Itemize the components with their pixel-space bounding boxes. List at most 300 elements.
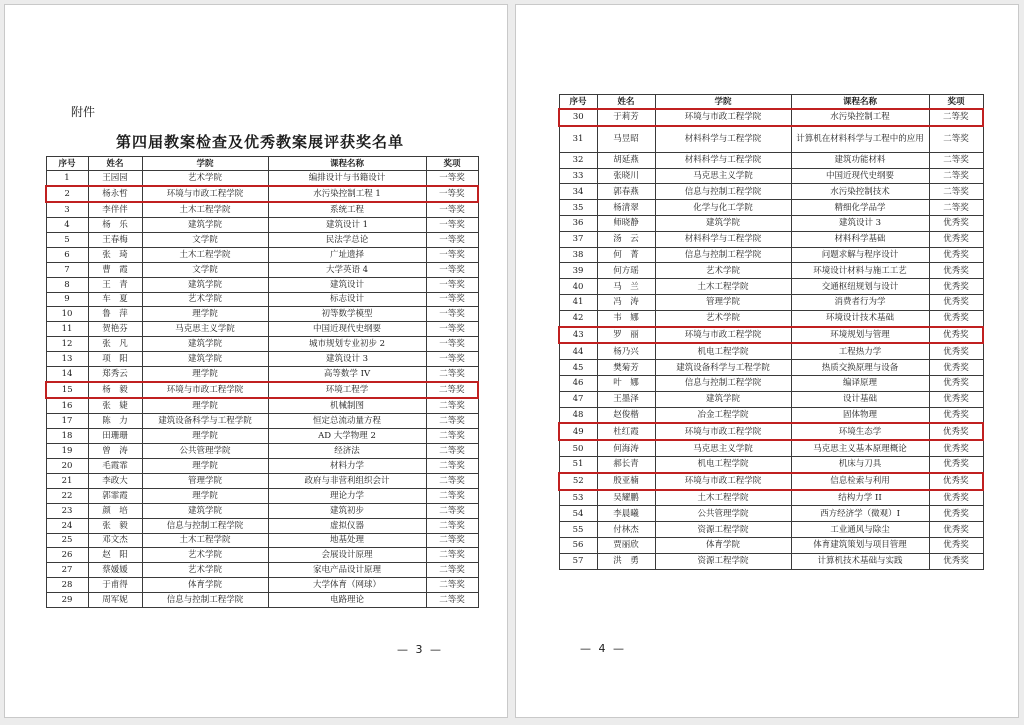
cell-college: 信息与控制工程学院 (142, 593, 268, 608)
cell-course: 高等数学 IV (268, 367, 426, 382)
cell-college: 艺术学院 (142, 548, 268, 563)
table-row (559, 490, 983, 506)
cell-no: 57 (559, 553, 597, 569)
cell-course: 中国近现代史纲要 (268, 322, 426, 337)
table-row (559, 423, 983, 440)
cell-award: 二等奖 (929, 109, 983, 126)
cell-no: 46 (559, 375, 597, 391)
cell-name: 田珊珊 (88, 428, 142, 443)
cell-name: 贾丽欣 (597, 537, 655, 553)
table-row (46, 202, 478, 217)
cell-no: 53 (559, 490, 597, 506)
header-no: 序号 (559, 95, 597, 110)
cell-college: 土木工程学院 (655, 279, 791, 295)
cell-college: 资源工程学院 (655, 553, 791, 569)
table-row (559, 343, 983, 359)
cell-name: 殷亚楠 (597, 473, 655, 490)
cell-college: 土木工程学院 (655, 490, 791, 506)
cell-no: 33 (559, 168, 597, 184)
cell-award: 二等奖 (426, 488, 478, 503)
cell-no: 55 (559, 522, 597, 538)
table-row (559, 215, 983, 231)
cell-college: 艺术学院 (142, 292, 268, 307)
table-row (46, 533, 478, 548)
cell-name: 李晨曦 (597, 506, 655, 522)
cell-name: 张 琦 (88, 247, 142, 262)
table-body (559, 109, 983, 569)
cell-college: 马克思主义学院 (142, 322, 268, 337)
cell-no: 8 (46, 277, 88, 292)
cell-course: 大学英语 4 (268, 262, 426, 277)
table-row (559, 152, 983, 168)
cell-name: 杨清翠 (597, 200, 655, 216)
cell-course: 水污染控制技术 (791, 184, 929, 200)
table-row (46, 292, 478, 307)
cell-award: 优秀奖 (929, 310, 983, 326)
cell-college: 理学院 (142, 488, 268, 503)
cell-course: 初等数学模型 (268, 307, 426, 322)
cell-name: 张 凡 (88, 337, 142, 352)
cell-course: 建筑设计 1 (268, 217, 426, 232)
cell-name: 王墨泽 (597, 391, 655, 407)
cell-no: 26 (46, 548, 88, 563)
cell-college: 机电工程学院 (655, 343, 791, 359)
cell-no: 17 (46, 414, 88, 429)
cell-name: 郑秀云 (88, 367, 142, 382)
cell-name: 马 兰 (597, 279, 655, 295)
table-row (559, 327, 983, 344)
cell-no: 41 (559, 294, 597, 310)
cell-course: 信息检索与利用 (791, 473, 929, 490)
table-row (559, 168, 983, 184)
table-row (46, 458, 478, 473)
cell-no: 50 (559, 440, 597, 456)
cell-award: 二等奖 (426, 518, 478, 533)
cell-award: 一等奖 (426, 232, 478, 247)
awards-table-page-4 (558, 94, 984, 570)
cell-award: 二等奖 (426, 473, 478, 488)
cell-college: 信息与控制工程学院 (655, 247, 791, 263)
cell-course: 设计基础 (791, 391, 929, 407)
table-row (559, 473, 983, 490)
cell-award: 一等奖 (426, 307, 478, 322)
cell-course: 结构力学 II (791, 490, 929, 506)
cell-name: 赵 阳 (88, 548, 142, 563)
cell-award: 优秀奖 (929, 360, 983, 376)
cell-name: 鲁 萍 (88, 307, 142, 322)
cell-college: 环境与市政工程学院 (655, 423, 791, 440)
cell-name: 张 婕 (88, 398, 142, 413)
table-row (46, 488, 478, 503)
cell-name: 杨 乐 (88, 217, 142, 232)
cell-name: 于莉芳 (597, 109, 655, 126)
table-header-row (46, 157, 478, 171)
cell-no: 54 (559, 506, 597, 522)
cell-course: 环境生态学 (791, 423, 929, 440)
cell-course: 会展设计原理 (268, 548, 426, 563)
cell-no: 34 (559, 184, 597, 200)
table-row (46, 337, 478, 352)
cell-award: 优秀奖 (929, 279, 983, 295)
cell-course: 标志设计 (268, 292, 426, 307)
cell-course: 电路理论 (268, 593, 426, 608)
cell-no: 15 (46, 382, 88, 398)
cell-no: 52 (559, 473, 597, 490)
cell-college: 信息与控制工程学院 (142, 518, 268, 533)
table-row (559, 537, 983, 553)
cell-course: 交通枢纽规划与设计 (791, 279, 929, 295)
cell-course: 工业通风与除尘 (791, 522, 929, 538)
cell-course: 地基处理 (268, 533, 426, 548)
cell-course: 理论力学 (268, 488, 426, 503)
table-row (559, 279, 983, 295)
cell-course: 编译原理 (791, 375, 929, 391)
table-row (559, 263, 983, 279)
table-row (46, 277, 478, 292)
cell-no: 13 (46, 352, 88, 367)
cell-name: 陈 力 (88, 414, 142, 429)
cell-no: 21 (46, 473, 88, 488)
cell-college: 建筑学院 (142, 352, 268, 367)
cell-award: 优秀奖 (929, 473, 983, 490)
cell-award: 优秀奖 (929, 440, 983, 456)
cell-award: 二等奖 (426, 503, 478, 518)
cell-award: 二等奖 (929, 152, 983, 168)
cell-name: 罗 丽 (597, 327, 655, 344)
cell-no: 32 (559, 152, 597, 168)
cell-college: 理学院 (142, 428, 268, 443)
table-row (559, 231, 983, 247)
cell-no: 12 (46, 337, 88, 352)
cell-award: 二等奖 (929, 126, 983, 153)
cell-course: 民法学总论 (268, 232, 426, 247)
cell-college: 材料科学与工程学院 (655, 231, 791, 247)
cell-no: 29 (46, 593, 88, 608)
cell-course: 经济法 (268, 443, 426, 458)
cell-college: 环境与市政工程学院 (655, 473, 791, 490)
table-body (46, 171, 478, 608)
cell-name: 贺艳芬 (88, 322, 142, 337)
cell-no: 47 (559, 391, 597, 407)
cell-course: 城市规划专业初步 2 (268, 337, 426, 352)
cell-course: 环境设计技术基础 (791, 310, 929, 326)
table-row (559, 506, 983, 522)
cell-course: 广址遗择 (268, 247, 426, 262)
cell-course: 热质交换原理与设备 (791, 360, 929, 376)
cell-college: 理学院 (142, 367, 268, 382)
cell-college: 文学院 (142, 232, 268, 247)
cell-college: 建筑学院 (142, 337, 268, 352)
header-course: 课程名称 (268, 157, 426, 171)
cell-award: 一等奖 (426, 262, 478, 277)
table-header-row (559, 95, 983, 110)
cell-course: 建筑功能材料 (791, 152, 929, 168)
cell-award: 一等奖 (426, 217, 478, 232)
cell-no: 16 (46, 398, 88, 413)
header-college: 学院 (655, 95, 791, 110)
cell-college: 马克思主义学院 (655, 440, 791, 456)
cell-no: 30 (559, 109, 597, 126)
cell-award: 优秀奖 (929, 247, 983, 263)
cell-no: 48 (559, 407, 597, 423)
cell-no: 24 (46, 518, 88, 533)
cell-college: 环境与市政工程学院 (655, 327, 791, 344)
cell-award: 二等奖 (426, 414, 478, 429)
header-name: 姓名 (88, 157, 142, 171)
cell-no: 39 (559, 263, 597, 279)
cell-course: 中国近现代史纲要 (791, 168, 929, 184)
cell-name: 周军妮 (88, 593, 142, 608)
cell-course: 环境规划与管理 (791, 327, 929, 344)
table-row (46, 548, 478, 563)
cell-award: 优秀奖 (929, 407, 983, 423)
cell-college: 信息与控制工程学院 (655, 375, 791, 391)
cell-no: 19 (46, 443, 88, 458)
cell-name: 杜红霞 (597, 423, 655, 440)
cell-course: 建筑设计 3 (268, 352, 426, 367)
table-row (559, 407, 983, 423)
cell-course: 大学体育（网球） (268, 578, 426, 593)
table-row (46, 382, 478, 398)
cell-name: 杨乃兴 (597, 343, 655, 359)
cell-name: 于甫得 (88, 578, 142, 593)
cell-no: 3 (46, 202, 88, 217)
cell-college: 体育学院 (655, 537, 791, 553)
cell-no: 6 (46, 247, 88, 262)
cell-no: 14 (46, 367, 88, 382)
cell-name: 曾 涛 (88, 443, 142, 458)
cell-college: 马克思主义学院 (655, 168, 791, 184)
cell-college: 土木工程学院 (142, 247, 268, 262)
cell-award: 一等奖 (426, 337, 478, 352)
table-row (46, 352, 478, 367)
cell-name: 颜 培 (88, 503, 142, 518)
table-row (559, 391, 983, 407)
cell-name: 王春梅 (88, 232, 142, 247)
attachment-label: 附件 (71, 105, 96, 119)
cell-course: 系统工程 (268, 202, 426, 217)
cell-college: 艺术学院 (655, 263, 791, 279)
cell-award: 优秀奖 (929, 391, 983, 407)
cell-award: 二等奖 (929, 184, 983, 200)
table-row (559, 109, 983, 126)
cell-award: 一等奖 (426, 277, 478, 292)
cell-name: 张 毅 (88, 518, 142, 533)
page-number: — 3 — (397, 643, 443, 656)
cell-no: 1 (46, 171, 88, 186)
cell-award: 一等奖 (426, 186, 478, 202)
cell-college: 环境与市政工程学院 (142, 186, 268, 202)
table-row (46, 443, 478, 458)
document-page-4 (515, 4, 1019, 718)
cell-no: 2 (46, 186, 88, 202)
cell-no: 38 (559, 247, 597, 263)
cell-no: 28 (46, 578, 88, 593)
cell-course: 材料科学基础 (791, 231, 929, 247)
cell-award: 二等奖 (426, 533, 478, 548)
cell-name: 马昱昭 (597, 126, 655, 153)
cell-college: 环境与市政工程学院 (655, 109, 791, 126)
table-row (559, 200, 983, 216)
cell-course: 虚拟仪器 (268, 518, 426, 533)
cell-name: 李伴伴 (88, 202, 142, 217)
cell-course: 计算机技术基础与实践 (791, 553, 929, 569)
cell-name: 邓文杰 (88, 533, 142, 548)
cell-name: 付林杰 (597, 522, 655, 538)
cell-no: 35 (559, 200, 597, 216)
header-award: 奖项 (426, 157, 478, 171)
cell-course: 材料力学 (268, 458, 426, 473)
table-row (46, 171, 478, 186)
cell-no: 27 (46, 563, 88, 578)
cell-no: 20 (46, 458, 88, 473)
cell-name: 何 菁 (597, 247, 655, 263)
cell-college: 文学院 (142, 262, 268, 277)
cell-no: 37 (559, 231, 597, 247)
document-title: 第四届教案检查及优秀教案展评获奖名单 (115, 133, 404, 151)
cell-course: 体育建筑策划与项目管理 (791, 537, 929, 553)
table-row (559, 456, 983, 472)
cell-award: 二等奖 (426, 548, 478, 563)
cell-course: 机械制图 (268, 398, 426, 413)
cell-name: 张晓川 (597, 168, 655, 184)
cell-course: AD 大学物理 2 (268, 428, 426, 443)
cell-name: 胡延燕 (597, 152, 655, 168)
cell-college: 建筑学院 (142, 217, 268, 232)
cell-college: 信息与控制工程学院 (655, 184, 791, 200)
cell-course: 环境设计材料与施工工艺 (791, 263, 929, 279)
table-row (559, 294, 983, 310)
cell-award: 优秀奖 (929, 423, 983, 440)
cell-name: 王园园 (88, 171, 142, 186)
cell-award: 二等奖 (426, 443, 478, 458)
page-number: — 4 — (580, 642, 626, 655)
cell-award: 二等奖 (426, 578, 478, 593)
cell-award: 优秀奖 (929, 375, 983, 391)
cell-name: 吴耀鹏 (597, 490, 655, 506)
cell-course: 水污染控制工程 1 (268, 186, 426, 202)
table-row (46, 503, 478, 518)
cell-college: 理学院 (142, 458, 268, 473)
cell-college: 建筑学院 (655, 391, 791, 407)
cell-no: 22 (46, 488, 88, 503)
cell-award: 一等奖 (426, 171, 478, 186)
cell-course: 家电产品设计原理 (268, 563, 426, 578)
cell-name: 杨 毅 (88, 382, 142, 398)
cell-college: 土木工程学院 (142, 533, 268, 548)
cell-course: 环境工程学 (268, 382, 426, 398)
header-name: 姓名 (597, 95, 655, 110)
cell-college: 艺术学院 (655, 310, 791, 326)
cell-college: 公共管理学院 (142, 443, 268, 458)
cell-course: 水污染控制工程 (791, 109, 929, 126)
table-row (46, 428, 478, 443)
table-row (46, 593, 478, 608)
cell-award: 二等奖 (426, 458, 478, 473)
cell-name: 毛霞霏 (88, 458, 142, 473)
cell-college: 材料科学与工程学院 (655, 126, 791, 153)
table-row (46, 398, 478, 413)
cell-name: 洪 勇 (597, 553, 655, 569)
cell-course: 恒定总流动量方程 (268, 414, 426, 429)
table-row (46, 367, 478, 382)
cell-college: 体育学院 (142, 578, 268, 593)
cell-college: 建筑学院 (142, 503, 268, 518)
cell-award: 一等奖 (426, 247, 478, 262)
cell-course: 西方经济学（微观）I (791, 506, 929, 522)
table-row (559, 360, 983, 376)
cell-course: 计算机在材料科学与工程中的应用 (791, 126, 929, 153)
cell-college: 艺术学院 (142, 171, 268, 186)
cell-college: 冶金工程学院 (655, 407, 791, 423)
cell-no: 25 (46, 533, 88, 548)
cell-course: 编排设计与书籍设计 (268, 171, 426, 186)
table-row (559, 522, 983, 538)
cell-award: 优秀奖 (929, 522, 983, 538)
table-row (46, 518, 478, 533)
cell-no: 45 (559, 360, 597, 376)
table-row (46, 247, 478, 262)
cell-no: 7 (46, 262, 88, 277)
cell-name: 车 夏 (88, 292, 142, 307)
header-award: 奖项 (929, 95, 983, 110)
cell-award: 优秀奖 (929, 231, 983, 247)
table-row (46, 563, 478, 578)
cell-no: 11 (46, 322, 88, 337)
cell-no: 44 (559, 343, 597, 359)
cell-name: 王 青 (88, 277, 142, 292)
cell-college: 土木工程学院 (142, 202, 268, 217)
cell-no: 36 (559, 215, 597, 231)
cell-no: 31 (559, 126, 597, 153)
cell-college: 建筑学院 (655, 215, 791, 231)
cell-college: 建筑设备科学与工程学院 (655, 360, 791, 376)
cell-no: 43 (559, 327, 597, 344)
header-college: 学院 (142, 157, 268, 171)
table-row (46, 262, 478, 277)
header-course: 课程名称 (791, 95, 929, 110)
cell-no: 42 (559, 310, 597, 326)
cell-course: 建筑设计 (268, 277, 426, 292)
cell-award: 优秀奖 (929, 553, 983, 569)
cell-award: 二等奖 (426, 428, 478, 443)
cell-name: 何海涛 (597, 440, 655, 456)
cell-award: 优秀奖 (929, 327, 983, 344)
cell-course: 固体物理 (791, 407, 929, 423)
cell-award: 优秀奖 (929, 490, 983, 506)
cell-name: 杨永哲 (88, 186, 142, 202)
cell-award: 一等奖 (426, 202, 478, 217)
header-no: 序号 (46, 157, 88, 171)
cell-award: 一等奖 (426, 352, 478, 367)
cell-name: 李政大 (88, 473, 142, 488)
cell-college: 理学院 (142, 398, 268, 413)
cell-name: 汤 云 (597, 231, 655, 247)
table-row (559, 184, 983, 200)
cell-name: 曹 霞 (88, 262, 142, 277)
cell-college: 公共管理学院 (655, 506, 791, 522)
cell-name: 何方瑶 (597, 263, 655, 279)
cell-college: 建筑设备科学与工程学院 (142, 414, 268, 429)
table-row (559, 247, 983, 263)
cell-name: 韦 娜 (597, 310, 655, 326)
table-row (559, 553, 983, 569)
cell-college: 管理学院 (655, 294, 791, 310)
cell-course: 政府与非营利组织会计 (268, 473, 426, 488)
cell-name: 郭春燕 (597, 184, 655, 200)
table-row (46, 186, 478, 202)
cell-name: 叶 娜 (597, 375, 655, 391)
